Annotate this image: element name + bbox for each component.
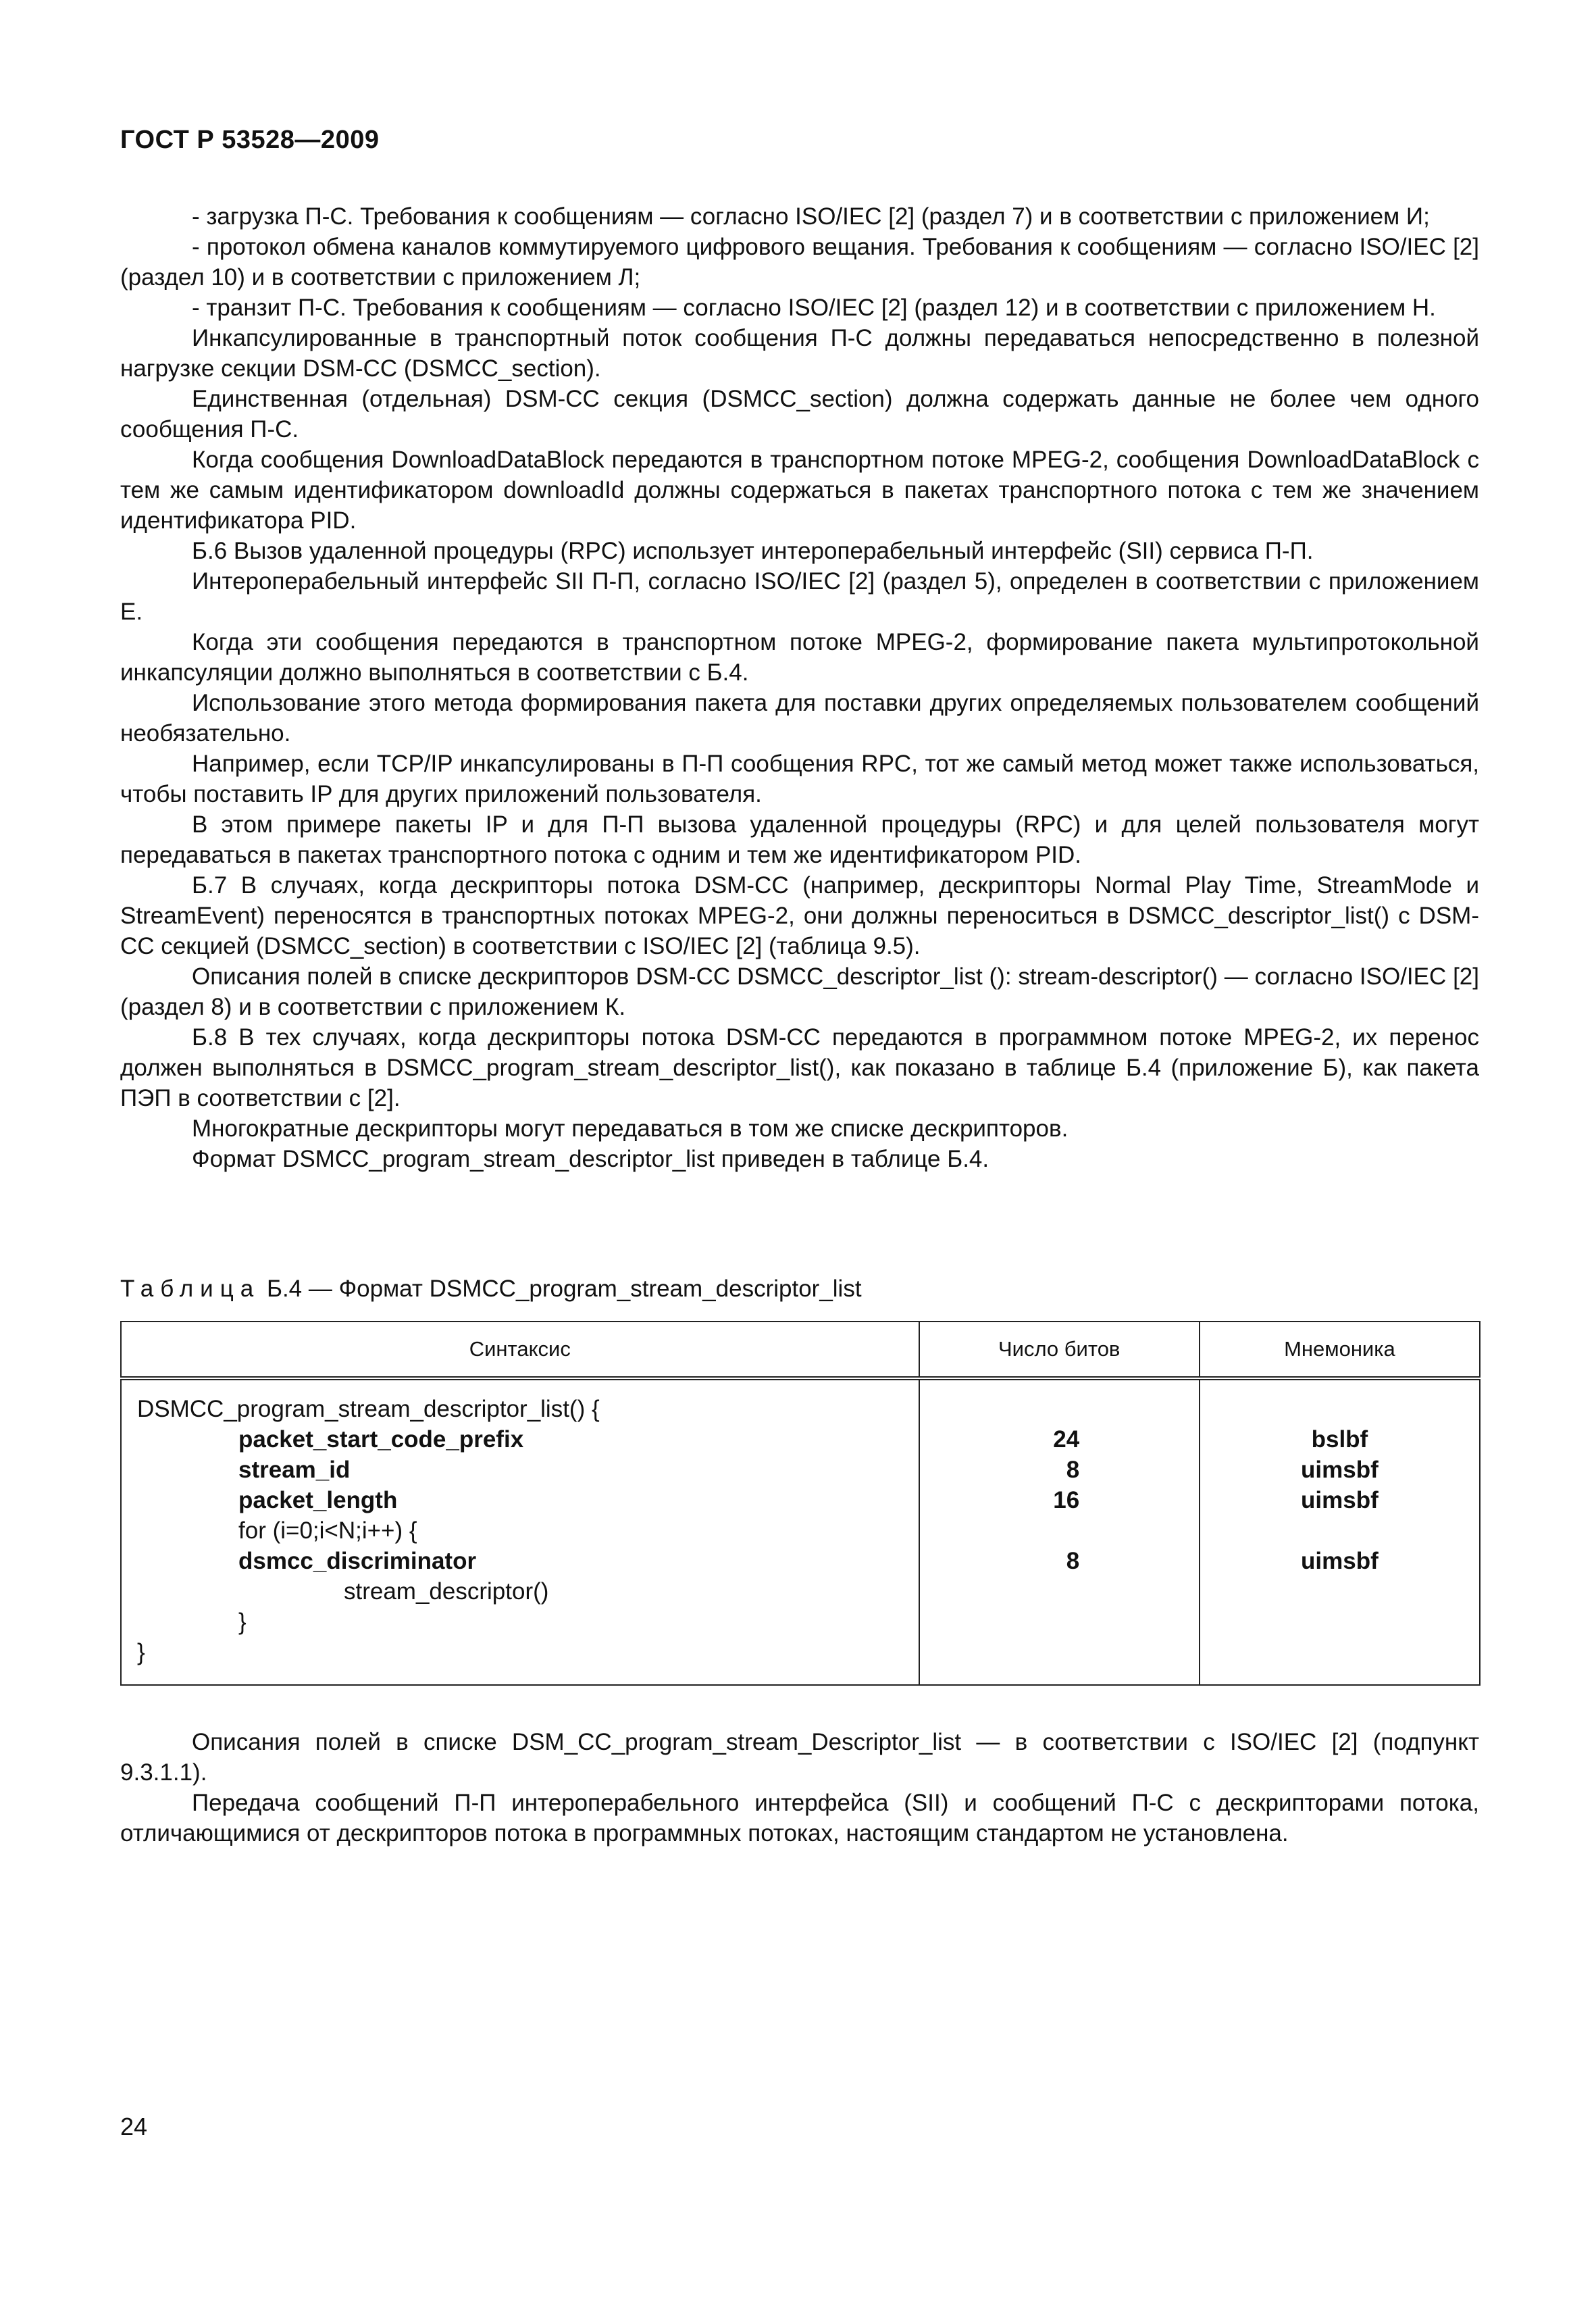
table-header-row [121, 1322, 1480, 1378]
syntax-line: packet_length [238, 1487, 398, 1513]
paragraph: Многократные дескрипторы могут передаваться в том же списке дескрипторов. [192, 1115, 1069, 1142]
paragraph: Инкапсулированные в транспортный поток сообщения П-С должны передаваться непосредственно в полезной нагрузке секции DSM-CC (DSMCC_section). [120, 325, 1479, 382]
header-bits: Число битов [919, 1322, 1200, 1378]
table-body-row [121, 1378, 1480, 1685]
paragraph: Когда сообщения DownloadDataBlock передаются в транспортном потоке MPEG-2, сообщения DownloadDataBlock с тем же самым идентификатором downloadId должны содержаться в пакетах транспортного потока с тем же значением идентификатора PID. [120, 447, 1479, 534]
syntax-line: stream_id [238, 1457, 351, 1483]
paragraph: - протокол обмена каналов коммутируемого цифрового вещания. Требования к сообщениям — согласно ISO/IEC [2] (раздел 10) и в соответствии с приложением Л; [120, 234, 1479, 291]
mnemonic-value [1201, 1394, 1478, 1424]
mnemonic-value: bslbf [1311, 1426, 1368, 1453]
body-text [120, 201, 1479, 1174]
table-caption [120, 1274, 862, 1304]
syntax-line: for (i=0;i<N;i++) { [238, 1517, 417, 1544]
format-table [120, 1321, 1481, 1686]
header-mnemonic: Мнемоника [1200, 1322, 1480, 1378]
bits-value [921, 1515, 1198, 1546]
paragraph: Использование этого метода формирования пакета для поставки других определяемых пользователем сообщений необязательно. [120, 690, 1479, 747]
paragraph: Б.7 В случаях, когда дескрипторы потока DSM-CC (например, дескрипторы Normal Play Time, StreamMode и StreamEvent) переносятся в транспортных потоках MPEG-2, они должны переноситься в DSMCC_descriptor_list() с DSM-CC секцией (DSMCC_section) в соответствии с ISO/IEC [2] (таблица 9.5). [120, 872, 1479, 959]
paragraph: Интероперабельный интерфейс SII П-П, согласно ISO/IEC [2] (раздел 5), определен в соответствии с приложением Е. [120, 568, 1479, 625]
mnemonic-value: uimsbf [1301, 1487, 1379, 1513]
bits-value [921, 1394, 1198, 1424]
paragraph: Единственная (отдельная) DSM-CC секция (DSMCC_section) должна содержать данные не более чем одного сообщения П-С. [120, 386, 1479, 443]
paragraph: - загрузка П-С. Требования к сообщениям — согласно ISO/IEC [2] (раздел 7) и в соответствии с приложением И; [192, 203, 1430, 230]
page-header-title: ГОСТ Р 53528—2009 [120, 126, 380, 154]
paragraph: - транзит П-С. Требования к сообщениям — согласно ISO/IEC [2] (раздел 12) и в соответствии с приложением Н. [192, 295, 1436, 321]
after-table-text [120, 1727, 1479, 1848]
syntax-line: DSMCC_program_stream_descriptor_list() { [137, 1396, 600, 1422]
syntax-cell [121, 1378, 919, 1685]
paragraph: Описания полей в списке DSM_CC_program_stream_Descriptor_list — в соответствии с ISO/IEC [2] (подпункт 9.3.1.1). [120, 1729, 1479, 1786]
syntax-line: stream_descriptor() [344, 1578, 549, 1605]
bits-value: 8 [1066, 1457, 1080, 1483]
syntax-line: } [238, 1609, 247, 1635]
paragraph: Формат DSMCC_program_stream_descriptor_list приведен в таблице Б.4. [192, 1146, 989, 1172]
paragraph: Б.8 В тех случаях, когда дескрипторы потока DSM-CC передаются в программном потоке MPEG-2, их перенос должен выполняться в DSMCC_program_stream_descriptor_list(), как показано в таблице Б.4 (приложение Б), как пакета ПЭП в соответствии с [2]. [120, 1024, 1479, 1111]
header-syntax: Синтаксис [121, 1322, 919, 1378]
bits-value: 8 [1066, 1548, 1080, 1574]
paragraph: Б.6 Вызов удаленной процедуры (RPC) использует интероперабельный интерфейс (SII) сервиса П-П. [192, 538, 1314, 564]
mnemonic-value: uimsbf [1301, 1457, 1379, 1483]
table-caption-text: Б.4 — Формат DSMCC_program_stream_descriptor_list [266, 1276, 862, 1302]
bits-value: 24 [1053, 1426, 1080, 1453]
bits-value [921, 1576, 1198, 1607]
bits-value: 16 [1053, 1487, 1080, 1513]
paragraph: В этом примере пакеты IP и для П-П вызова удаленной процедуры (RPC) и для целей пользователя могут передаваться в пакетах транспортного потока с одним и тем же идентификатором PID. [120, 811, 1479, 868]
syntax-line: dsmcc_discriminator [238, 1548, 477, 1574]
page-number: 24 [120, 2113, 148, 2140]
syntax-line: } [137, 1639, 145, 1665]
table-caption-prefix: Таблица [120, 1276, 261, 1302]
bits-cell [919, 1378, 1200, 1685]
mnemonic-cell [1200, 1378, 1480, 1685]
mnemonic-value: uimsbf [1301, 1548, 1379, 1574]
syntax-line: packet_start_code_prefix [238, 1426, 524, 1453]
paragraph: Передача сообщений П-П интероперабельного интерфейса (SII) и сообщений П-С с дескрипторами потока, отличающимися от дескрипторов потока в программных потоках, настоящим стандартом не установлена. [120, 1790, 1479, 1846]
paragraph: Описания полей в списке дескрипторов DSM-CC DSMCC_descriptor_list (): stream-descriptor() — согласно ISO/IEC [2] (раздел 8) и в соответствии с приложением К. [120, 963, 1479, 1020]
mnemonic-value [1201, 1515, 1478, 1546]
paragraph: Когда эти сообщения передаются в транспортном потоке MPEG-2, формирование пакета мультипротокольной инкапсуляции должно выполняться в соответствии с Б.4. [120, 629, 1479, 686]
paragraph: Например, если TCP/IP инкапсулированы в П-П сообщения RPC, тот же самый метод может также использоваться, чтобы поставить IP для других приложений пользователя. [120, 751, 1479, 807]
